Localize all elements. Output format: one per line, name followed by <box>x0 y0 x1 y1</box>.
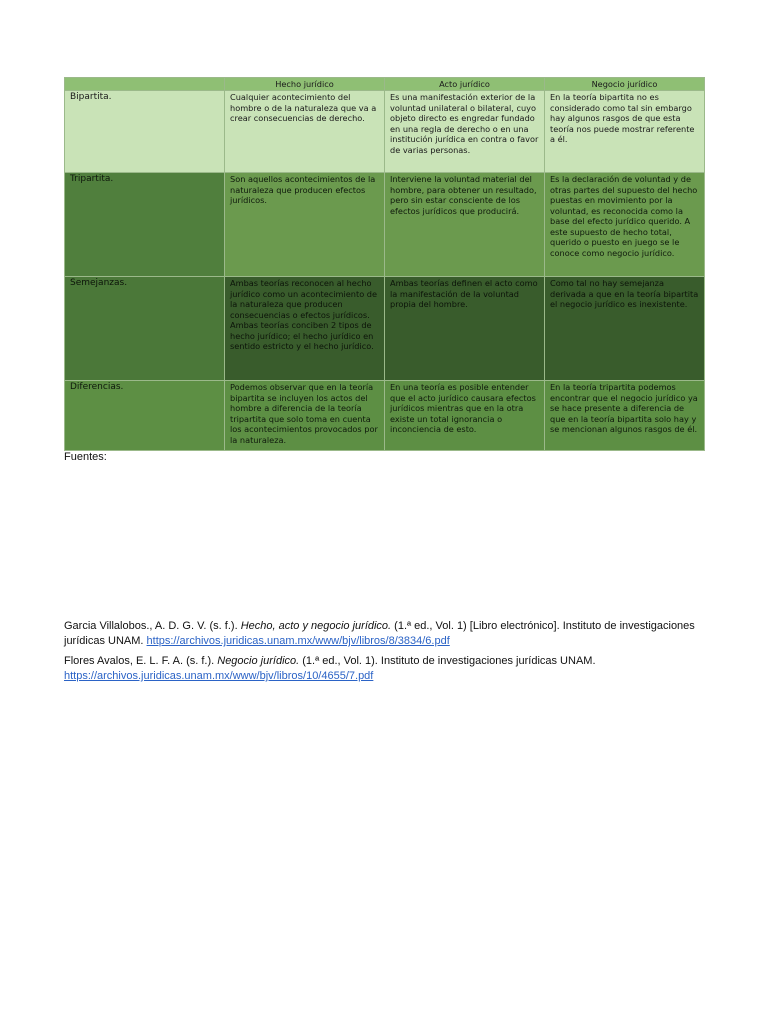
header-acto: Acto jurídico <box>385 78 545 91</box>
table-header-row <box>65 78 705 91</box>
table-cell: Como tal no hay semejanza derivada a que en la teoría bipartita el negocio jurídico es inexistente. <box>545 277 705 381</box>
table-row-diferencias <box>65 381 705 451</box>
table-cell: En la teoría tripartita podemos encontrar que el negocio jurídico ya se hace presente a diferencia de que en la teoría bipartita solo hay y se mencionan algunos rasgos de él. <box>545 381 705 451</box>
table-cell: Cualquier acontecimiento del hombre o de la naturaleza que va a crear consecuencias de derecho. <box>225 91 385 173</box>
reference-item <box>64 619 714 649</box>
table-cell: Son aquellos acontecimientos de la naturaleza que producen efectos jurídicos. <box>225 173 385 277</box>
row-label: Diferencias. <box>65 381 225 451</box>
table-cell: Es una manifestación exterior de la voluntad unilateral o bilateral, cuyo objeto directo es engredar fundado en una regla de derecho o en una institución jurídica en contra o favor de varias personas. <box>385 91 545 173</box>
table-row-bipartita <box>65 91 705 173</box>
header-negocio: Negocio jurídico <box>545 78 705 91</box>
table-cell: En una teoría es posible entender que el acto jurídico causara efectos jurídicos mientras que en la otra existe un total ignorancia o inconciencia de esto. <box>385 381 545 451</box>
header-corner <box>65 78 225 91</box>
table-cell: Podemos observar que en la teoría bipartita se incluyen los actos del hombre a diferencia de la teoría tripartita que solo toma en cuenta los acontecimientos provocados por la naturaleza. <box>225 381 385 451</box>
reference-item <box>64 654 714 684</box>
header-hecho: Hecho jurídico <box>225 78 385 91</box>
table-cell: Interviene la voluntad material del hombre, para obtener un resultado, pero sin estar consciente de los efectos jurídicos que producirá. <box>385 173 545 277</box>
table-cell: Ambas teorías definen el acto como la manifestación de la voluntad propia del hombre. <box>385 277 545 381</box>
row-label: Bipartita. <box>65 91 225 173</box>
reference-details: (1.ª ed., Vol. 1). Instituto de investigaciones jurídicas UNAM. <box>299 655 596 667</box>
reference-link[interactable]: https://archivos.juridicas.unam.mx/www/bjv/libros/10/4655/7.pdf <box>64 670 374 682</box>
reference-link[interactable]: https://archivos.juridicas.unam.mx/www/bjv/libros/8/3834/6.pdf <box>146 635 450 647</box>
reference-details: (1.ª ed., Vol. 1) [Libro electrónico]. Instituto de investigaciones jurídicas UNAM. <box>64 620 695 647</box>
row-label: Tripartita. <box>65 173 225 277</box>
reference-title: Negocio jurídico. <box>217 655 300 667</box>
table-row-tripartita <box>65 173 705 277</box>
sources-heading: Fuentes: <box>64 451 107 463</box>
table-cell: En la teoría bipartita no es considerado como tal sin embargo hay algunos rasgos de que esta teoría nos puede mostrar referente a él. <box>545 91 705 173</box>
reference-authors: Flores Avalos, E. L. F. A. (s. f.). <box>64 655 218 667</box>
table-cell: Es la declaración de voluntad y de otras partes del supuesto del hecho puestas en movimiento por la voluntad, es reconocida como la base del efecto jurídico querido. A este supuesto de hecho total, querido o puesto en juego se le conoce como negocio jurídico. <box>545 173 705 277</box>
row-label: Semejanzas. <box>65 277 225 381</box>
table-row-semejanzas <box>65 277 705 381</box>
references-list <box>64 619 714 689</box>
comparison-table <box>64 77 705 451</box>
table-cell: Ambas teorías reconocen al hecho jurídico como un acontecimiento de la naturaleza que producen consecuencias o efectos jurídicos. Ambas teorías conciben 2 tipos de hecho jurídico; el hecho jurídico en sentido estricto y el hecho jurídico. <box>225 277 385 381</box>
reference-authors: Garcia Villalobos., A. D. G. V. (s. f.). <box>64 620 241 632</box>
reference-title: Hecho, acto y negocio jurídico. <box>240 620 392 632</box>
